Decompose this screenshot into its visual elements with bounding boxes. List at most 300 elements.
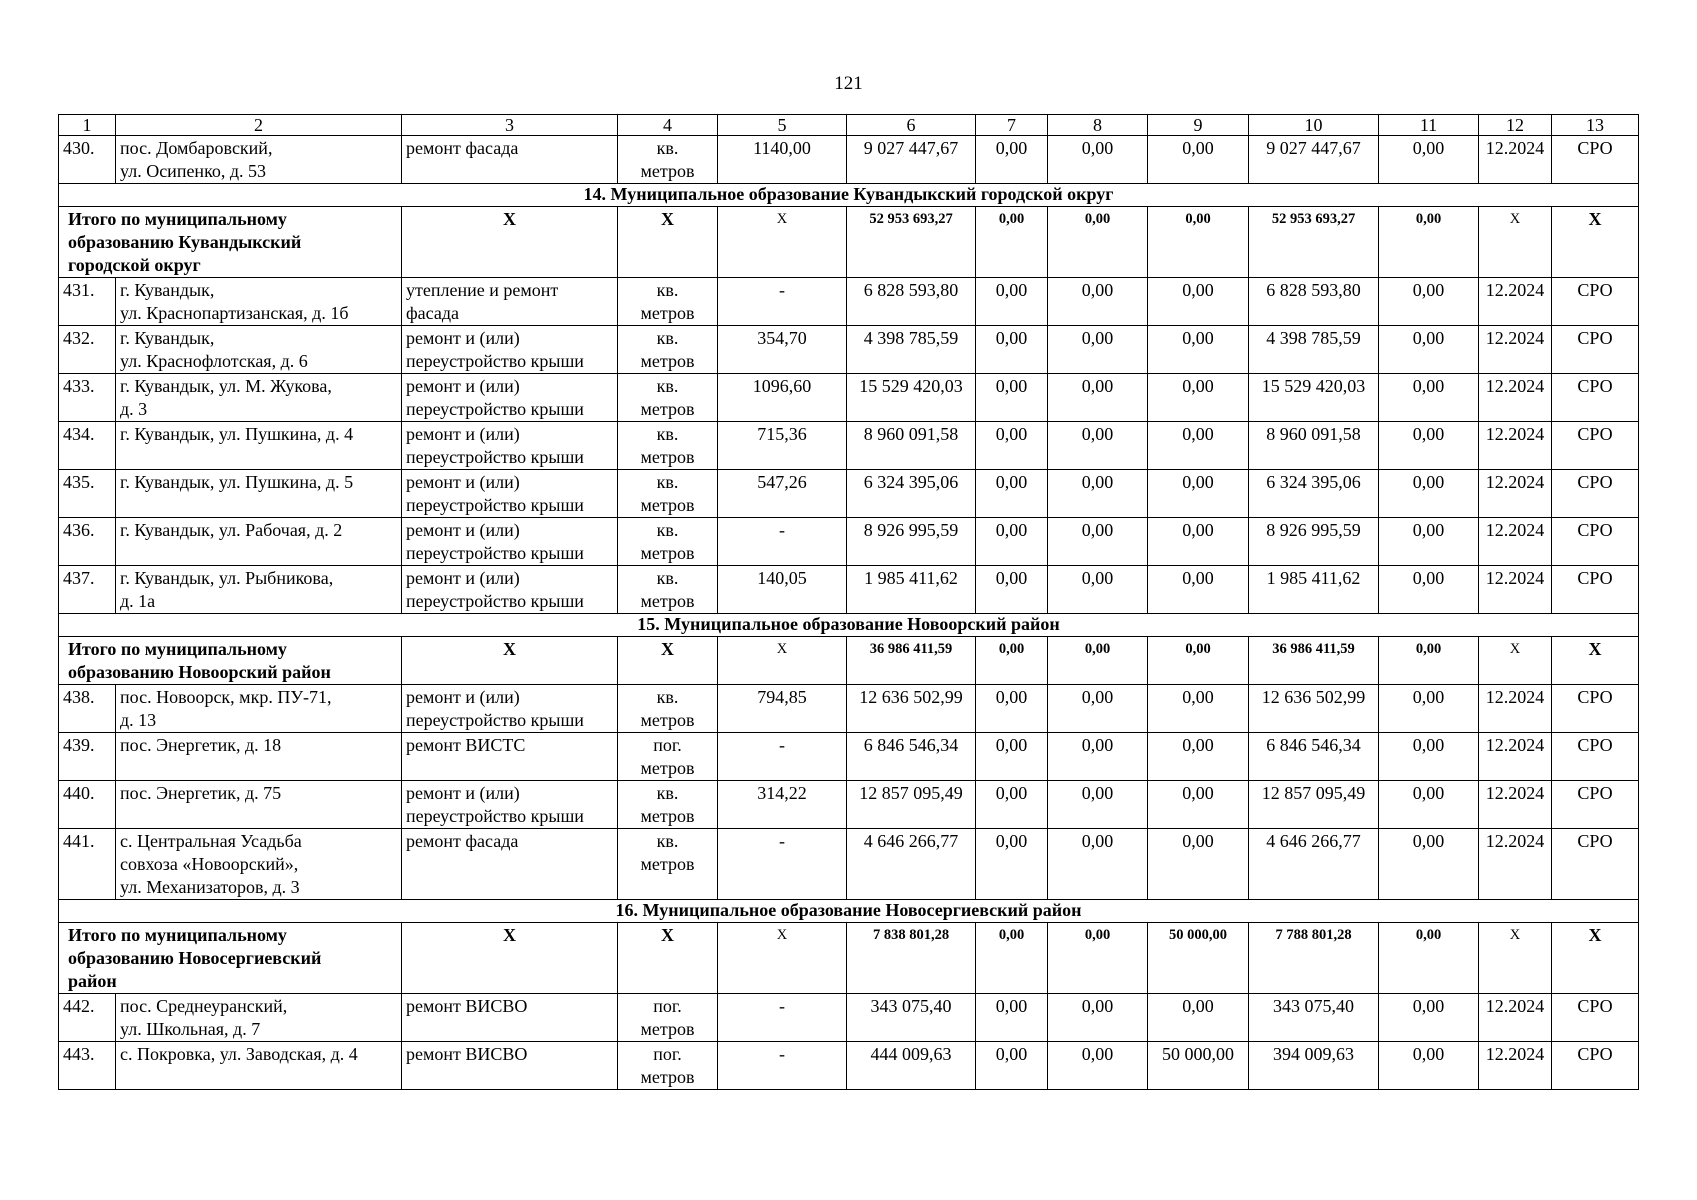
value-c10: 6 828 593,80 (1249, 278, 1379, 326)
cell-line: ремонт и (или) (406, 328, 520, 348)
value-c5: 354,70 (718, 326, 847, 374)
col5-mark: X (718, 207, 847, 278)
unit-cell (618, 470, 718, 518)
table-row (59, 326, 1639, 374)
total-c8: 0,00 (1048, 207, 1148, 278)
total-label (59, 637, 402, 685)
unit-cell (618, 326, 718, 374)
work-type-cell (402, 136, 618, 184)
table-body (59, 115, 1639, 1090)
row-number: 430. (59, 136, 116, 184)
value-c5: - (718, 733, 847, 781)
cell-line: г. Кувандык, ул. Рыбникова, (120, 568, 334, 588)
cell-line: метров (640, 758, 695, 778)
performer-cell: СРО (1552, 566, 1639, 614)
total-c7: 0,00 (976, 207, 1048, 278)
total-c10: 7 788 801,28 (1249, 923, 1379, 994)
section-header-row (59, 184, 1639, 207)
cell-line: ремонт и (или) (406, 472, 520, 492)
value-c6: 6 828 593,80 (847, 278, 976, 326)
cell-line: ремонт ВИСВО (406, 996, 528, 1016)
cell-line: Итого по муниципальному (68, 209, 287, 229)
row-number: 440. (59, 781, 116, 829)
value-c5: 140,05 (718, 566, 847, 614)
value-c10: 8 960 091,58 (1249, 422, 1379, 470)
cell-line: метров (640, 303, 695, 323)
cell-line: кв. (656, 687, 679, 707)
address-cell (116, 733, 402, 781)
cell-line: с. Покровка, ул. Заводская, д. 4 (120, 1044, 358, 1064)
table-row (59, 566, 1639, 614)
section-header-row (59, 900, 1639, 923)
performer-cell: СРО (1552, 781, 1639, 829)
table-row (59, 994, 1639, 1042)
value-c8: 0,00 (1048, 278, 1148, 326)
value-c10: 6 324 395,06 (1249, 470, 1379, 518)
value-c10: 6 846 546,34 (1249, 733, 1379, 781)
value-c9: 0,00 (1148, 781, 1249, 829)
column-number-5: 5 (718, 115, 847, 136)
unit-cell (618, 518, 718, 566)
col3-mark: X (402, 637, 618, 685)
value-c8: 0,00 (1048, 422, 1148, 470)
cell-line: г. Кувандык, (120, 280, 215, 300)
total-label (59, 923, 402, 994)
performer-cell: СРО (1552, 470, 1639, 518)
cell-line: пос. Энергетик, д. 75 (120, 783, 282, 803)
cell-line: метров (640, 591, 695, 611)
cell-line: переустройство крыши (406, 710, 584, 730)
value-c8: 0,00 (1048, 566, 1148, 614)
unit-cell (618, 994, 718, 1042)
value-c10: 1 985 411,62 (1249, 566, 1379, 614)
value-c8: 0,00 (1048, 518, 1148, 566)
col13-mark: X (1552, 637, 1639, 685)
performer-cell: СРО (1552, 1042, 1639, 1090)
cell-line: г. Кувандык, (120, 328, 215, 348)
cell-line: утепление и ремонт (406, 280, 559, 300)
row-number: 433. (59, 374, 116, 422)
performer-cell: СРО (1552, 422, 1639, 470)
work-type-cell (402, 374, 618, 422)
value-c12: 12.2024 (1479, 422, 1552, 470)
row-number: 443. (59, 1042, 116, 1090)
cell-line: образованию Новосергиевский (68, 948, 322, 968)
cell-line: ул. Краснофлотская, д. 6 (120, 351, 308, 371)
cell-line: переустройство крыши (406, 399, 584, 419)
cell-line: д. 13 (120, 710, 157, 730)
value-c11: 0,00 (1379, 685, 1479, 733)
value-c7: 0,00 (976, 470, 1048, 518)
value-c12: 12.2024 (1479, 374, 1552, 422)
cell-line: метров (640, 543, 695, 563)
value-c7: 0,00 (976, 733, 1048, 781)
value-c5: - (718, 518, 847, 566)
value-c12: 12.2024 (1479, 136, 1552, 184)
value-c9: 0,00 (1148, 422, 1249, 470)
work-type-cell (402, 781, 618, 829)
value-c6: 444 009,63 (847, 1042, 976, 1090)
work-type-cell (402, 685, 618, 733)
address-cell (116, 685, 402, 733)
col5-mark: X (718, 637, 847, 685)
value-c5: - (718, 994, 847, 1042)
column-number-10: 10 (1249, 115, 1379, 136)
work-type-cell (402, 278, 618, 326)
cell-line: ул. Механизаторов, д. 3 (120, 877, 300, 897)
cell-line: ремонт и (или) (406, 424, 520, 444)
row-number: 436. (59, 518, 116, 566)
value-c7: 0,00 (976, 685, 1048, 733)
cell-line: г. Кувандык, ул. Рабочая, д. 2 (120, 520, 343, 540)
address-cell (116, 374, 402, 422)
value-c9: 0,00 (1148, 829, 1249, 900)
value-c9: 0,00 (1148, 994, 1249, 1042)
unit-cell (618, 685, 718, 733)
total-c11: 0,00 (1379, 207, 1479, 278)
municipality-total-row (59, 207, 1639, 278)
total-c9: 0,00 (1148, 207, 1249, 278)
address-cell (116, 829, 402, 900)
table-row (59, 422, 1639, 470)
cell-line: метров (640, 399, 695, 419)
table-row (59, 374, 1639, 422)
cell-line: образованию Кувандыкский (68, 232, 302, 252)
total-c11: 0,00 (1379, 923, 1479, 994)
work-type-cell (402, 566, 618, 614)
value-c7: 0,00 (976, 136, 1048, 184)
performer-cell: СРО (1552, 685, 1639, 733)
value-c8: 0,00 (1048, 470, 1148, 518)
cell-line: кв. (656, 472, 679, 492)
cell-line: район (68, 971, 117, 991)
cell-line: кв. (656, 783, 679, 803)
cell-line: метров (640, 1067, 695, 1087)
col12-mark: X (1479, 207, 1552, 278)
value-c12: 12.2024 (1479, 566, 1552, 614)
value-c5: 794,85 (718, 685, 847, 733)
value-c6: 6 846 546,34 (847, 733, 976, 781)
cell-line: ремонт ВИСТС (406, 735, 526, 755)
section-title: 15. Муниципальное образование Новоорский район (59, 614, 1639, 637)
col13-mark: X (1552, 207, 1639, 278)
total-c8: 0,00 (1048, 923, 1148, 994)
unit-cell (618, 1042, 718, 1090)
cell-line: метров (640, 447, 695, 467)
unit-cell (618, 422, 718, 470)
value-c10: 4 398 785,59 (1249, 326, 1379, 374)
value-c10: 343 075,40 (1249, 994, 1379, 1042)
column-number-13: 13 (1552, 115, 1639, 136)
value-c6: 9 027 447,67 (847, 136, 976, 184)
table-row (59, 1042, 1639, 1090)
cell-line: ремонт ВИСВО (406, 1044, 528, 1064)
value-c11: 0,00 (1379, 518, 1479, 566)
cell-line: фасада (406, 303, 459, 323)
cell-line: метров (640, 161, 695, 181)
cell-line: метров (640, 495, 695, 515)
value-c7: 0,00 (976, 326, 1048, 374)
address-cell (116, 136, 402, 184)
value-c7: 0,00 (976, 781, 1048, 829)
municipality-total-row (59, 637, 1639, 685)
value-c10: 4 646 266,77 (1249, 829, 1379, 900)
total-c10: 36 986 411,59 (1249, 637, 1379, 685)
total-c7: 0,00 (976, 637, 1048, 685)
table-row (59, 278, 1639, 326)
table-row (59, 685, 1639, 733)
column-number-2: 2 (116, 115, 402, 136)
value-c7: 0,00 (976, 422, 1048, 470)
section-title: 16. Муниципальное образование Новосергиевский район (59, 900, 1639, 923)
value-c5: 314,22 (718, 781, 847, 829)
col3-mark: X (402, 207, 618, 278)
value-c12: 12.2024 (1479, 733, 1552, 781)
row-number: 438. (59, 685, 116, 733)
cell-line: ул. Осипенко, д. 53 (120, 161, 267, 181)
row-number: 434. (59, 422, 116, 470)
cell-line: метров (640, 854, 695, 874)
cell-line: совхоза «Новоорский», (120, 854, 299, 874)
address-cell (116, 781, 402, 829)
address-cell (116, 1042, 402, 1090)
cell-line: ремонт и (или) (406, 687, 520, 707)
section-title: 14. Муниципальное образование Кувандыкский городской округ (59, 184, 1639, 207)
value-c8: 0,00 (1048, 326, 1148, 374)
value-c5: - (718, 278, 847, 326)
col4-mark: X (618, 637, 718, 685)
address-cell (116, 994, 402, 1042)
value-c10: 12 636 502,99 (1249, 685, 1379, 733)
address-cell (116, 566, 402, 614)
value-c11: 0,00 (1379, 781, 1479, 829)
value-c12: 12.2024 (1479, 470, 1552, 518)
address-cell (116, 422, 402, 470)
table-row (59, 781, 1639, 829)
performer-cell: СРО (1552, 829, 1639, 900)
table-row (59, 136, 1639, 184)
row-number: 435. (59, 470, 116, 518)
cell-line: пос. Домбаровский, (120, 138, 273, 158)
cell-line: метров (640, 710, 695, 730)
total-c6: 7 838 801,28 (847, 923, 976, 994)
value-c12: 12.2024 (1479, 518, 1552, 566)
cell-line: д. 1а (120, 591, 156, 611)
cell-line: д. 3 (120, 399, 148, 419)
value-c8: 0,00 (1048, 685, 1148, 733)
cell-line: образованию Новоорский район (68, 662, 331, 682)
value-c8: 0,00 (1048, 1042, 1148, 1090)
value-c8: 0,00 (1048, 781, 1148, 829)
page-number: 121 (834, 73, 863, 94)
cell-line: метров (640, 1019, 695, 1039)
value-c6: 12 636 502,99 (847, 685, 976, 733)
value-c9: 50 000,00 (1148, 1042, 1249, 1090)
value-c6: 12 857 095,49 (847, 781, 976, 829)
unit-cell (618, 136, 718, 184)
cell-line: кв. (656, 424, 679, 444)
section-header-row (59, 614, 1639, 637)
value-c9: 0,00 (1148, 733, 1249, 781)
value-c11: 0,00 (1379, 278, 1479, 326)
unit-cell (618, 278, 718, 326)
value-c11: 0,00 (1379, 374, 1479, 422)
performer-cell: СРО (1552, 733, 1639, 781)
value-c6: 8 960 091,58 (847, 422, 976, 470)
cell-line: кв. (656, 568, 679, 588)
unit-cell (618, 829, 718, 900)
table-row (59, 518, 1639, 566)
value-c8: 0,00 (1048, 994, 1148, 1042)
value-c9: 0,00 (1148, 136, 1249, 184)
cell-line: переустройство крыши (406, 447, 584, 467)
column-number-4: 4 (618, 115, 718, 136)
cell-line: городской округ (68, 255, 201, 275)
value-c6: 4 646 266,77 (847, 829, 976, 900)
cell-line: кв. (656, 376, 679, 396)
column-number-7: 7 (976, 115, 1048, 136)
work-type-cell (402, 518, 618, 566)
address-cell (116, 278, 402, 326)
cell-line: г. Кувандык, ул. М. Жукова, (120, 376, 332, 396)
cell-line: метров (640, 806, 695, 826)
value-c10: 9 027 447,67 (1249, 136, 1379, 184)
cell-line: пог. (653, 735, 682, 755)
value-c5: 715,36 (718, 422, 847, 470)
column-number-1: 1 (59, 115, 116, 136)
value-c7: 0,00 (976, 374, 1048, 422)
table-row (59, 829, 1639, 900)
value-c9: 0,00 (1148, 470, 1249, 518)
total-c6: 36 986 411,59 (847, 637, 976, 685)
work-type-cell (402, 733, 618, 781)
value-c9: 0,00 (1148, 566, 1249, 614)
column-number-3: 3 (402, 115, 618, 136)
value-c9: 0,00 (1148, 518, 1249, 566)
value-c5: 1096,60 (718, 374, 847, 422)
value-c6: 8 926 995,59 (847, 518, 976, 566)
column-number-8: 8 (1048, 115, 1148, 136)
work-type-cell (402, 326, 618, 374)
unit-cell (618, 374, 718, 422)
value-c10: 8 926 995,59 (1249, 518, 1379, 566)
unit-cell (618, 566, 718, 614)
cell-line: кв. (656, 520, 679, 540)
total-c8: 0,00 (1048, 637, 1148, 685)
row-number: 442. (59, 994, 116, 1042)
performer-cell: СРО (1552, 374, 1639, 422)
row-number: 431. (59, 278, 116, 326)
value-c11: 0,00 (1379, 566, 1479, 614)
col13-mark: X (1552, 923, 1639, 994)
row-number: 441. (59, 829, 116, 900)
value-c6: 15 529 420,03 (847, 374, 976, 422)
row-number: 432. (59, 326, 116, 374)
cell-line: г. Кувандык, ул. Пушкина, д. 4 (120, 424, 354, 444)
address-cell (116, 518, 402, 566)
cell-line: переустройство крыши (406, 543, 584, 563)
cell-line: метров (640, 351, 695, 371)
value-c11: 0,00 (1379, 470, 1479, 518)
column-number-11: 11 (1379, 115, 1479, 136)
cell-line: пог. (653, 996, 682, 1016)
value-c7: 0,00 (976, 829, 1048, 900)
value-c12: 12.2024 (1479, 994, 1552, 1042)
value-c12: 12.2024 (1479, 326, 1552, 374)
total-c9: 0,00 (1148, 637, 1249, 685)
cell-line: переустройство крыши (406, 806, 584, 826)
cell-line: кв. (656, 138, 679, 158)
table-row (59, 470, 1639, 518)
col12-mark: X (1479, 923, 1552, 994)
unit-cell (618, 733, 718, 781)
total-label (59, 207, 402, 278)
cell-line: ул. Краснопартизанская, д. 1б (120, 303, 349, 323)
value-c5: - (718, 829, 847, 900)
value-c6: 6 324 395,06 (847, 470, 976, 518)
performer-cell: СРО (1552, 518, 1639, 566)
col3-mark: X (402, 923, 618, 994)
work-type-cell (402, 1042, 618, 1090)
value-c10: 15 529 420,03 (1249, 374, 1379, 422)
total-c6: 52 953 693,27 (847, 207, 976, 278)
cell-line: пог. (653, 1044, 682, 1064)
address-cell (116, 470, 402, 518)
value-c11: 0,00 (1379, 136, 1479, 184)
value-c9: 0,00 (1148, 326, 1249, 374)
performer-cell: СРО (1552, 278, 1639, 326)
cell-line: ремонт и (или) (406, 783, 520, 803)
value-c12: 12.2024 (1479, 1042, 1552, 1090)
col12-mark: X (1479, 637, 1552, 685)
performer-cell: СРО (1552, 326, 1639, 374)
value-c12: 12.2024 (1479, 685, 1552, 733)
cell-line: ул. Школьная, д. 7 (120, 1019, 261, 1039)
value-c8: 0,00 (1048, 374, 1148, 422)
table-row (59, 733, 1639, 781)
row-number: 439. (59, 733, 116, 781)
column-number-6: 6 (847, 115, 976, 136)
cell-line: кв. (656, 831, 679, 851)
value-c5: 547,26 (718, 470, 847, 518)
column-number-row (59, 115, 1639, 136)
work-type-cell (402, 422, 618, 470)
value-c12: 12.2024 (1479, 781, 1552, 829)
value-c12: 12.2024 (1479, 278, 1552, 326)
cell-line: ремонт и (или) (406, 568, 520, 588)
work-type-cell (402, 470, 618, 518)
unit-cell (618, 781, 718, 829)
col5-mark: X (718, 923, 847, 994)
capital-repair-table (58, 114, 1639, 1090)
cell-line: ремонт и (или) (406, 376, 520, 396)
performer-cell: СРО (1552, 136, 1639, 184)
column-number-12: 12 (1479, 115, 1552, 136)
value-c10: 12 857 095,49 (1249, 781, 1379, 829)
value-c12: 12.2024 (1479, 829, 1552, 900)
value-c6: 1 985 411,62 (847, 566, 976, 614)
value-c8: 0,00 (1048, 136, 1148, 184)
row-number: 437. (59, 566, 116, 614)
value-c11: 0,00 (1379, 829, 1479, 900)
cell-line: Итого по муниципальному (68, 639, 287, 659)
cell-line: ремонт и (или) (406, 520, 520, 540)
value-c7: 0,00 (976, 518, 1048, 566)
cell-line: кв. (656, 328, 679, 348)
total-c9: 50 000,00 (1148, 923, 1249, 994)
column-number-9: 9 (1148, 115, 1249, 136)
value-c8: 0,00 (1048, 829, 1148, 900)
